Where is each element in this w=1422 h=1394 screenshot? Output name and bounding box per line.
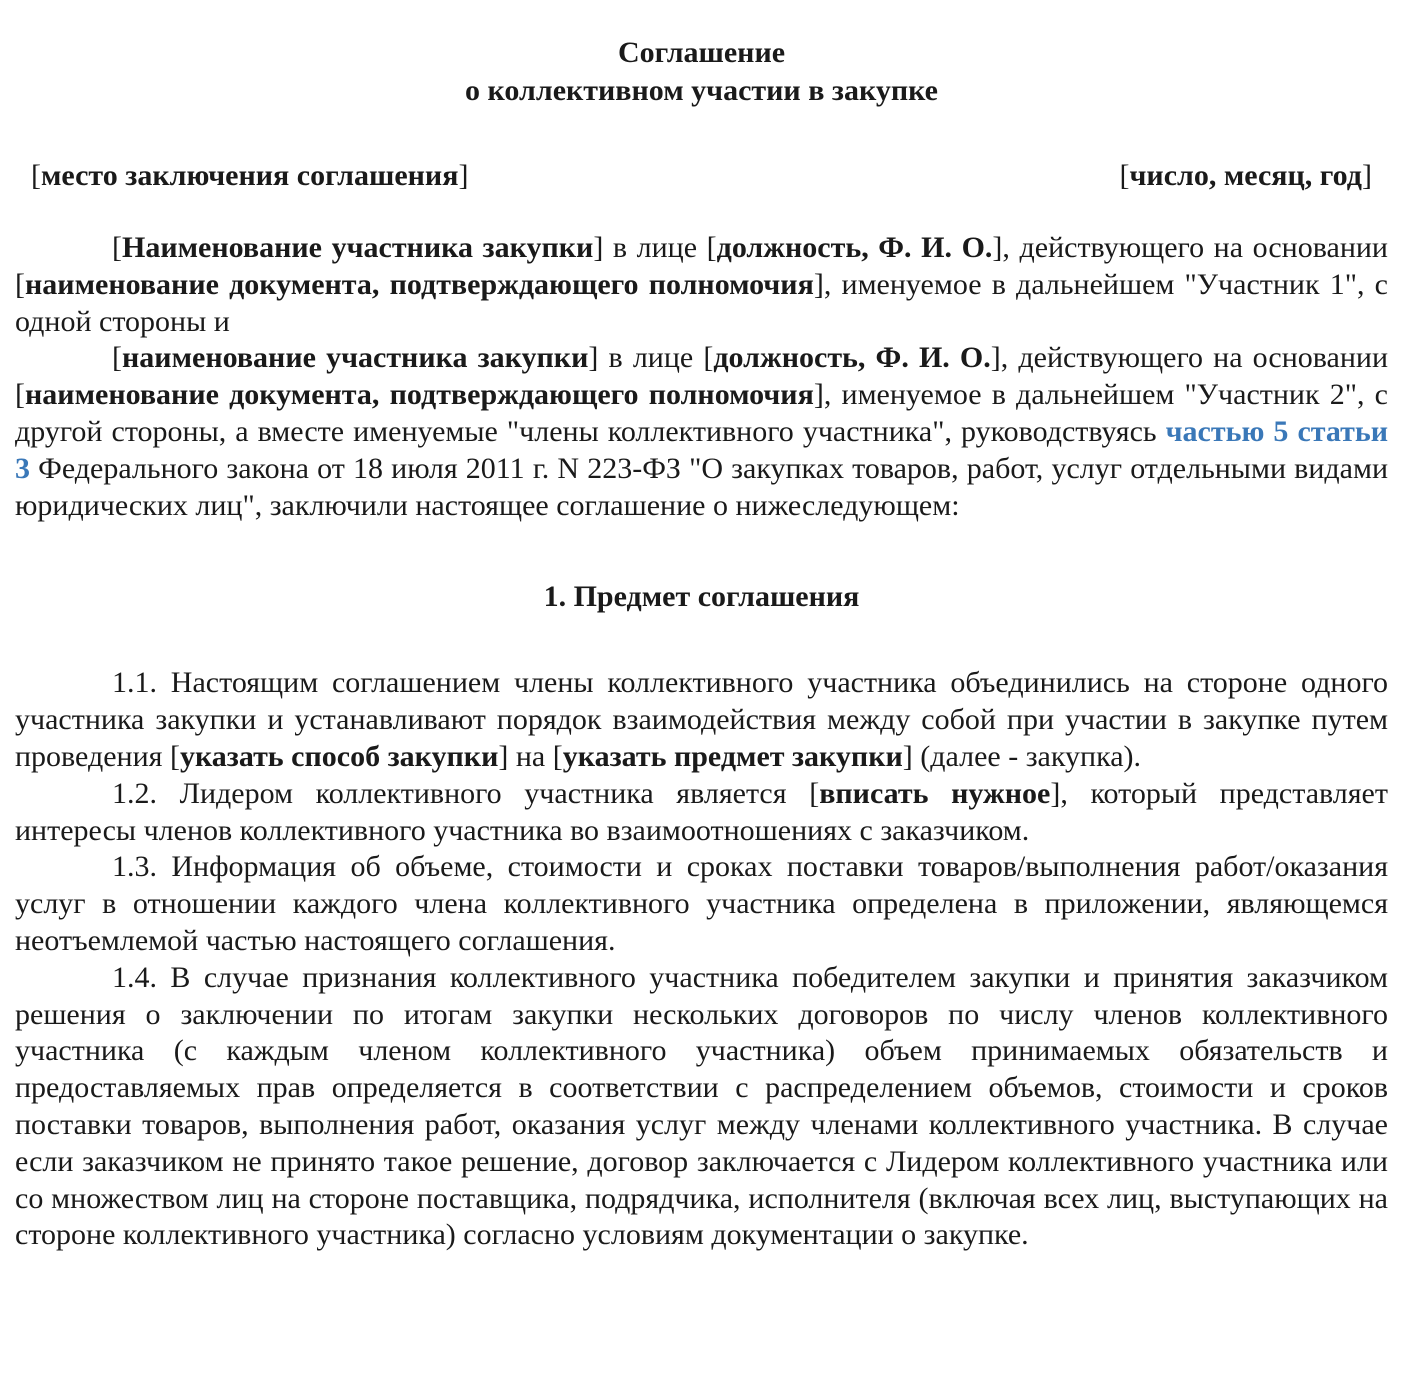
party-2-text-1: в лице [598, 341, 704, 375]
place-text: место заключения соглашения [41, 159, 459, 192]
party-2-text-3: , именуемое в дальнейшем "Участник 2", с другой стороны, а вместе именуемые "члены коллективного участника", руководствуясь [15, 378, 1388, 448]
date-field: [число, месяц, год] [1119, 159, 1372, 192]
clause-1-1-text-2: на [508, 739, 553, 773]
party-1-paragraph: [Наименование участника закупки] в лице [должность, Ф. И. О.], действующего на основании [наименование документа, подтверждающего полномочия], именуемое в дальнейшем "Участник 1", с одной стороны и [15, 231, 1388, 338]
party-1-position: должность, Ф. И. О. [716, 231, 993, 264]
title-line-1: Соглашение [617, 36, 786, 69]
law-article-link[interactable]: частью 5 статьи 3 [15, 414, 1388, 485]
clause-1-4: 1.4. В случае признания коллективного участника победителем закупки и принятия заказчиком решения о заключении по итогам закупки нескольких договоров по числу членов коллективного участника (с каждым членом коллективного участника) объем принимаемых обязательств и предоставляемых прав определяется в соответствии с распределением объемов, стоимости и сроков поставки товаров, выполнения работ, оказания услуг между членами коллективного участника. В случае если заказчиком не принято такое решение, договор заключается с Лидером коллективного участника или со множеством лиц на стороне поставщика, подрядчика, исполнителя (включая всех лиц, выступающих на стороне коллективного участника) согласно условиям документации о закупке. [15, 960, 1388, 1252]
clause-1-2-text-2: , который представляет интересы членов коллективного участника во взаимоотношениях с заказчиком. [15, 776, 1388, 847]
place-date-row [15, 158, 1388, 194]
clause-1-1-method: указать способ закупки [179, 739, 499, 773]
title-line-2: о коллективном участии в закупке [465, 74, 938, 107]
clause-1-1: 1.1. Настоящим соглашением члены коллективного участника объединились на стороне одного участника закупки и устанавливают порядок взаимодействия между собой при участии в закупке путем проведения [указать способ закупки] на [указать предмет закупки] (далее - закупка). [15, 666, 1388, 773]
document-title [15, 34, 1388, 110]
party-2-name: наименование участника закупки [122, 341, 589, 375]
date-text: число, месяц, год [1129, 159, 1362, 192]
section-1-heading: 1. Предмет соглашения [543, 580, 860, 614]
party-2-position: должность, Ф. И. О. [713, 341, 991, 375]
place-field: [место заключения соглашения] [31, 159, 469, 192]
clause-1-1-text-1: 1.1. Настоящим соглашением члены коллективного участника объединились на стороне одного участника закупки и устанавливают порядок взаимодействия между собой при участии в закупке путем проведения [15, 666, 1388, 773]
clause-1-2: 1.2. Лидером коллективного участника является [вписать нужное], который представляет интересы членов коллективного участника во взаимоотношениях с заказчиком. [15, 776, 1388, 847]
party-2-document: наименование документа, подтверждающего полномочия [25, 378, 814, 412]
clause-1-3: 1.3. Информация об объеме, стоимости и сроках поставки товаров/выполнения работ/оказания услуг в отношении каждого члена коллективного участника определена в приложении, являющемся неотъемлемой частью настоящего соглашения. [15, 850, 1388, 957]
party-1-text-3: , именуемое в дальнейшем "Участник 1", с одной стороны и [15, 267, 1388, 338]
clause-1-1-subject: указать предмет закупки [562, 739, 903, 773]
party-1-name: Наименование участника закупки [122, 231, 594, 264]
clause-1-1-text-3: (далее - закупка). [912, 739, 1142, 773]
clause-1-2-text-1: 1.2. Лидером коллективного участника является [112, 776, 810, 810]
party-1-document: наименование документа, подтверждающего полномочия [25, 267, 814, 301]
party-2-paragraph: [наименование участника закупки] в лице [должность, Ф. И. О.], действующего на основании [наименование документа, подтверждающего полномочия], именуемое в дальнейшем "Участник 2", с другой стороны, а вместе именуемые "члены коллективного участника", руководствуясь частью 5 статьи 3 Федерального закона от 18 июля 2011 г. N 223-ФЗ "О закупках товаров, работ, услуг отдельными видами юридических лиц", заключили настоящее соглашение о нижеследующем: [15, 341, 1389, 522]
party-1-text-2: , действующего на основании [1002, 231, 1388, 264]
party-2-text-2: , действующего на основании [1000, 341, 1389, 375]
party-2-text-4: Федерального закона от 18 июля 2011 г. N 223-ФЗ "О закупках товаров, работ, услуг отдельными видами юридических лиц", заключили настоящее соглашение о нижеследующем: [15, 451, 1388, 522]
clause-1-2-fill: вписать нужное [819, 776, 1051, 810]
party-1-text-1: в лице [603, 231, 707, 264]
